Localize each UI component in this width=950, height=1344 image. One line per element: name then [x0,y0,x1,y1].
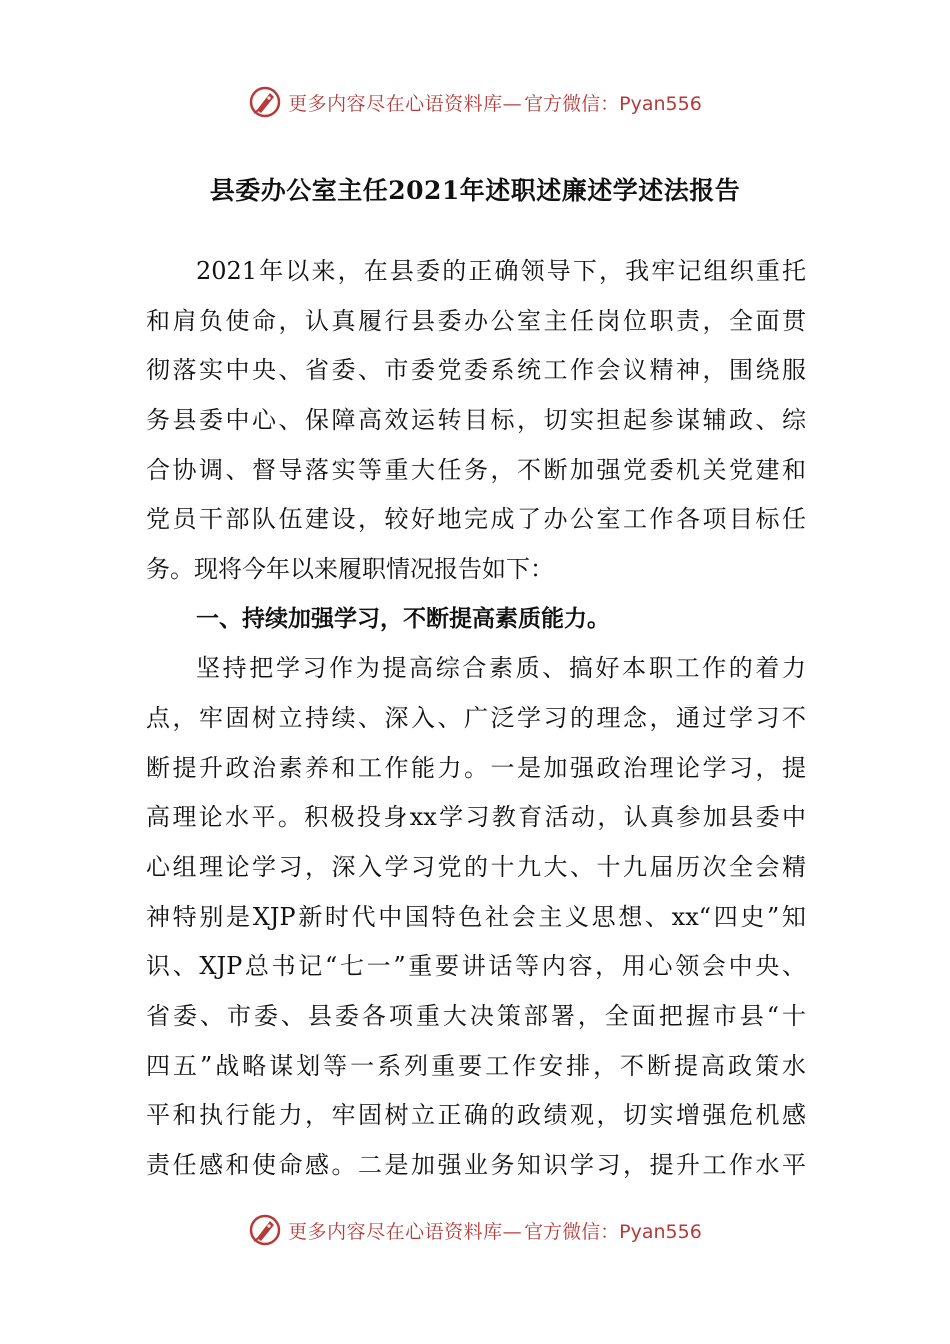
paragraph-line: 合协调、督导落实等重大任务，不断加强党委机关党建和 [146,456,806,484]
paragraph-line: 平和执行能力，牢固树立正确的政绩观，切实增强危机感 [146,1101,806,1129]
pen-nib-logo-icon [248,1213,282,1247]
paragraph-line: 务县委中心、保障高效运转目标，切实担起参谋辅政、综 [146,406,806,434]
watermark-banner-top [0,82,950,122]
paragraph-line: 省委、市委、县委各项重大决策部署，全面把握市县“十 [146,1002,806,1030]
watermark-banner-bottom [0,1210,950,1250]
paragraph-line: 识、XJP总书记“七一”重要讲话等内容，用心领会中央、 [146,952,806,980]
paragraph-line: 四五”战略谋划等一系列重要工作安排，不断提高政策水 [146,1052,806,1080]
paragraph-line: 神特别是XJP新时代中国特色社会主义思想、xx“四史”知 [146,903,806,931]
paragraph-line: 2021年以来，在县委的正确领导下，我牢记组织重托 [196,257,806,285]
paragraph-line: 断提升政治素养和工作能力。一是加强政治理论学习，提 [146,754,806,782]
watermark-wechat-text: 官方微信：Pyan556 [524,92,702,115]
pen-nib-logo-icon [248,85,282,119]
paragraph-line: 责任感和使命感。二是加强业务知识学习，提升工作水平 [146,1151,806,1179]
paragraph-line: 高理论水平。积极投身xx学习教育活动，认真参加县委中 [146,803,806,831]
paragraph-line: 彻落实中央、省委、市委党委系统工作会议精神，围绕服 [146,356,806,384]
paragraph-line: 和肩负使命，认真履行县委办公室主任岗位职责，全面贯 [146,307,806,335]
paragraph-line: 党员干部队伍建设，较好地完成了办公室工作各项目标任 [146,505,806,533]
paragraph-line: 点，牢固树立持续、深入、广泛学习的理念，通过学习不 [146,704,806,732]
document-title: 县委办公室主任2021年述职述廉述学述法报告 [209,176,741,205]
watermark-wechat-text: 官方微信：Pyan556 [524,1220,702,1243]
watermark-site-text: 更多内容尽在心语资料库— [288,1220,523,1243]
paragraph-line: 务。现将今年以来履职情况报告如下： [146,555,554,583]
section-heading: 一、持续加强学习，不断提高素质能力。 [196,606,610,632]
watermark-site-text: 更多内容尽在心语资料库— [288,92,523,115]
paragraph-line: 心组理论学习，深入学习党的十九大、十九届历次全会精 [146,853,806,881]
paragraph-line: 坚持把学习作为提高综合素质、搞好本职工作的着力 [196,654,806,682]
